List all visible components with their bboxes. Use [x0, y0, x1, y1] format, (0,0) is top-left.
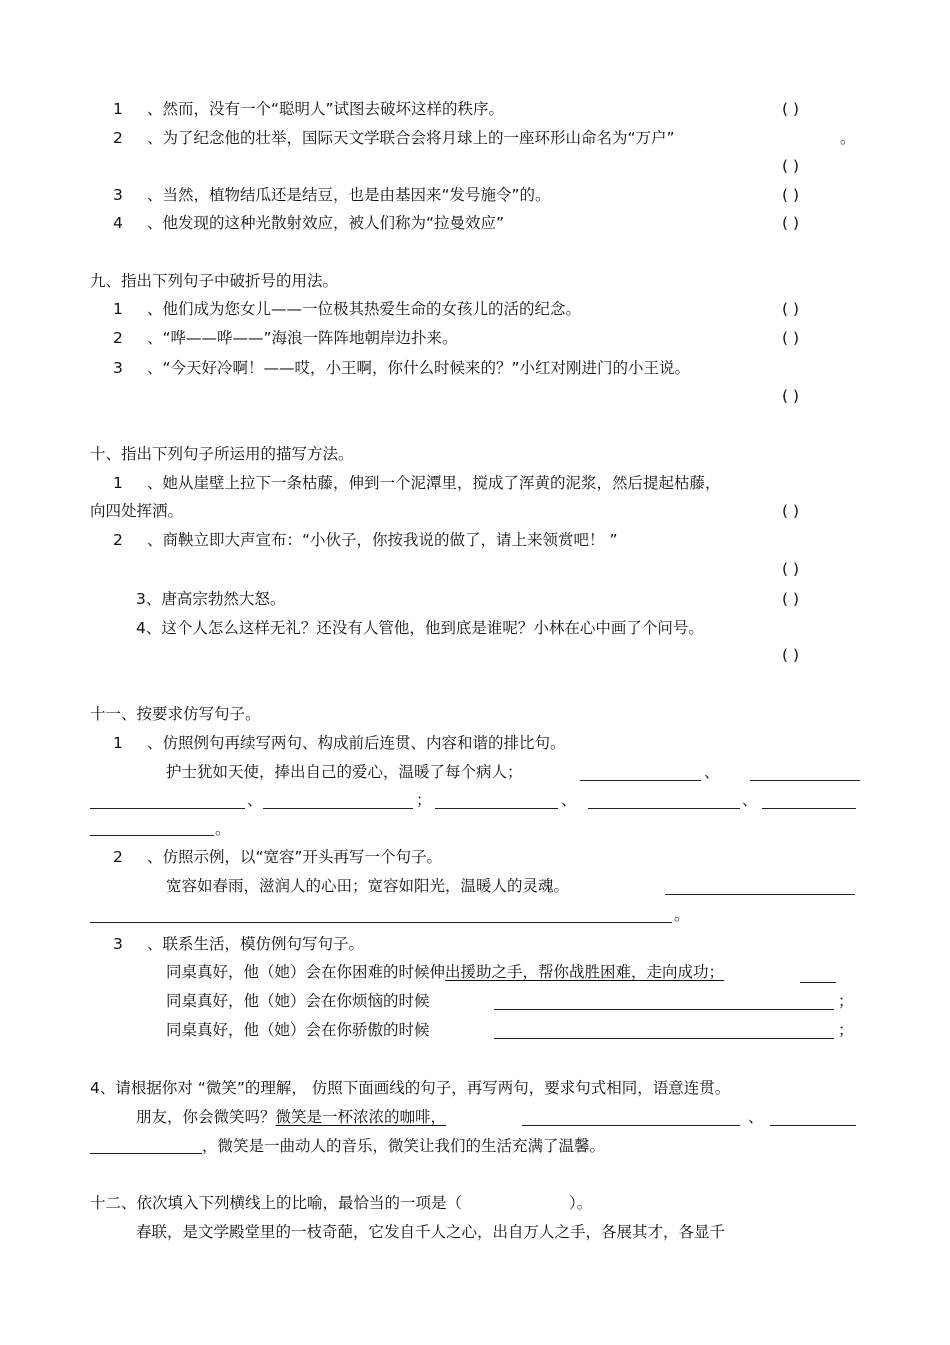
semicolon-mark: ； — [416, 791, 432, 809]
s11-q3-num: 3 — [113, 935, 123, 953]
s8-item1-text: 、然而，没有一个“聪明人”试图去破坏这样的秩序。 — [147, 100, 505, 118]
s11-q1-text: 、仿照例句再续写两句、构成前后连贯、内容和谐的排比句。 — [147, 734, 566, 752]
example-underlined: 出援助之手，帮你战胜困难，走向成功； — [445, 963, 725, 981]
answer-parens: ( ) — [782, 646, 800, 664]
answer-blank[interactable] — [435, 808, 558, 809]
dun-mark: 、 — [561, 791, 577, 809]
answer-blank[interactable] — [762, 808, 856, 809]
s8-item2-num: 2 — [113, 129, 123, 147]
s11-q3-example-line — [166, 962, 724, 982]
answer-blank[interactable] — [90, 922, 672, 923]
semicolon-mark: ； — [838, 1021, 854, 1039]
dun-mark: 、 — [247, 791, 263, 809]
s9-item2-num: 2 — [113, 329, 123, 347]
s10-item4-text: 4、这个人怎么这样无礼？还没有人管他，他到底是谁呢？小林在心中画了个问号。 — [136, 619, 704, 637]
s9-item2-text: 、“哗——哗——”海浪一阵阵地朝岸边扑来。 — [147, 329, 458, 347]
answer-parens: ( ) — [782, 214, 800, 232]
section-11-title: 十一、按要求仿写句子。 — [90, 705, 261, 723]
s11-q4-title: 4、请根据你对 “微笑”的理解， 仿照下面画线的句子，再写两句，要求句式相同，语意连贯。 — [90, 1079, 731, 1097]
s11-q4-line1 — [136, 1107, 446, 1127]
answer-blank[interactable] — [665, 894, 855, 895]
s8-item3-num: 3 — [113, 186, 123, 204]
s9-item1-num: 1 — [113, 300, 123, 318]
s11-q3-line2: 同桌真好，他（她）会在你烦恼的时候 — [166, 992, 430, 1010]
q4-underlined-sentence: 微笑是一杯浓浓的咖啡， — [275, 1108, 447, 1126]
answer-blank[interactable] — [580, 780, 701, 781]
answer-parens: ( ) — [782, 186, 800, 204]
s9-item1-text: 、他们成为您女儿——一位极其热爱生命的女孩儿的活的纪念。 — [147, 300, 582, 318]
answer-blank[interactable] — [494, 1038, 834, 1039]
section-12-title: 十二、依次填入下列横线上的比喻，最恰当的一项是（ — [90, 1194, 463, 1212]
answer-blank[interactable] — [588, 808, 740, 809]
example-start: 同桌真好，他（她）会在你困难的时候伸 — [166, 963, 446, 981]
s11-q4-line2: ，微笑是一曲动人的音乐，微笑让我们的生活充满了温馨。 — [202, 1137, 606, 1155]
s8-item3-text: 、当然，植物结瓜还是结豆，也是由基因来“发号施令”的。 — [147, 186, 551, 204]
s11-q3-text: 、联系生活，模仿例句写句子。 — [147, 935, 365, 953]
example-underline-tail — [800, 982, 836, 983]
answer-parens: ( ) — [782, 100, 800, 118]
s9-item3-num: 3 — [113, 359, 123, 377]
dun-mark: 、 — [742, 791, 758, 809]
period-mark: 。 — [215, 820, 231, 838]
s10-item1-line2: 向四处挥洒。 — [90, 502, 184, 520]
answer-parens: ( ) — [782, 560, 800, 578]
period-mark: 。 — [674, 906, 690, 924]
s8-item1-num: 1 — [113, 100, 123, 118]
dun-mark: 、 — [748, 1108, 764, 1126]
s11-q1-num: 1 — [113, 734, 123, 752]
answer-parens: ( ) — [782, 387, 800, 405]
answer-parens: ( ) — [782, 502, 800, 520]
s11-q1-example: 护士犹如天使，捧出自己的爱心，温暖了每个病人； — [166, 763, 523, 781]
s10-item1-line1: 、她从崖壁上拉下一条枯藤，伸到一个泥潭里，搅成了浑黄的泥浆，然后提起枯藤， — [147, 474, 721, 492]
answer-parens: ( ) — [782, 157, 800, 175]
s11-q3-line3: 同桌真好，他（她）会在你骄傲的时候 — [166, 1021, 430, 1039]
s10-item2-num: 2 — [113, 531, 123, 549]
answer-blank[interactable] — [263, 808, 413, 809]
s10-item3-text: 3、唐高宗勃然大怒。 — [136, 590, 286, 608]
s11-q2-example: 宽容如春雨，滋润人的心田；宽容如阳光，温暖人的灵魂。 — [166, 877, 570, 895]
s8-item2-tail: 。 — [840, 129, 856, 147]
answer-blank[interactable] — [770, 1125, 856, 1126]
section-10-title: 十、指出下列句子所运用的描写方法。 — [90, 445, 354, 463]
s11-q2-text: 、仿照示例，以“宽容”开头再写一个句子。 — [147, 848, 443, 866]
answer-blank[interactable] — [90, 1153, 202, 1154]
s9-item3-text: 、“今天好冷啊！——哎，小王啊，你什么时候来的？”小红对刚进门的小王说。 — [147, 359, 691, 377]
answer-blank[interactable] — [522, 1125, 740, 1126]
answer-parens: ( ) — [782, 300, 800, 318]
answer-blank[interactable] — [90, 808, 245, 809]
s8-item4-num: 4 — [113, 214, 123, 232]
s10-item1-num: 1 — [113, 474, 123, 492]
dun-mark: 、 — [704, 763, 720, 781]
semicolon-mark: ； — [838, 992, 854, 1010]
s8-item2-text: 、为了纪念他的壮举，国际天文学联合会将月球上的一座环形山命名为“万户” — [147, 129, 675, 147]
answer-parens: ( ) — [782, 329, 800, 347]
section-12-title-end: ）。 — [569, 1194, 593, 1212]
s10-item2-text: 、商鞅立即大声宣布：“小伙子，你按我说的做了，请上来领赏吧！ ” — [147, 531, 618, 549]
answer-blank[interactable] — [90, 835, 214, 836]
section-9-title: 九、指出下列句子中破折号的用法。 — [90, 272, 339, 290]
s12-line1: 春联，是文学殿堂里的一枝奇葩，它发自千人之心，出自万人之手，各展其才，各显千 — [136, 1223, 726, 1241]
answer-blank[interactable] — [750, 780, 860, 781]
s11-q2-num: 2 — [113, 848, 123, 866]
answer-parens: ( ) — [782, 590, 800, 608]
answer-blank[interactable] — [494, 1009, 834, 1010]
s8-item4-text: 、他发现的这种光散射效应，被人们称为“拉曼效应” — [147, 214, 505, 232]
q4-lead: 朋友，你会微笑吗？ — [136, 1108, 276, 1126]
